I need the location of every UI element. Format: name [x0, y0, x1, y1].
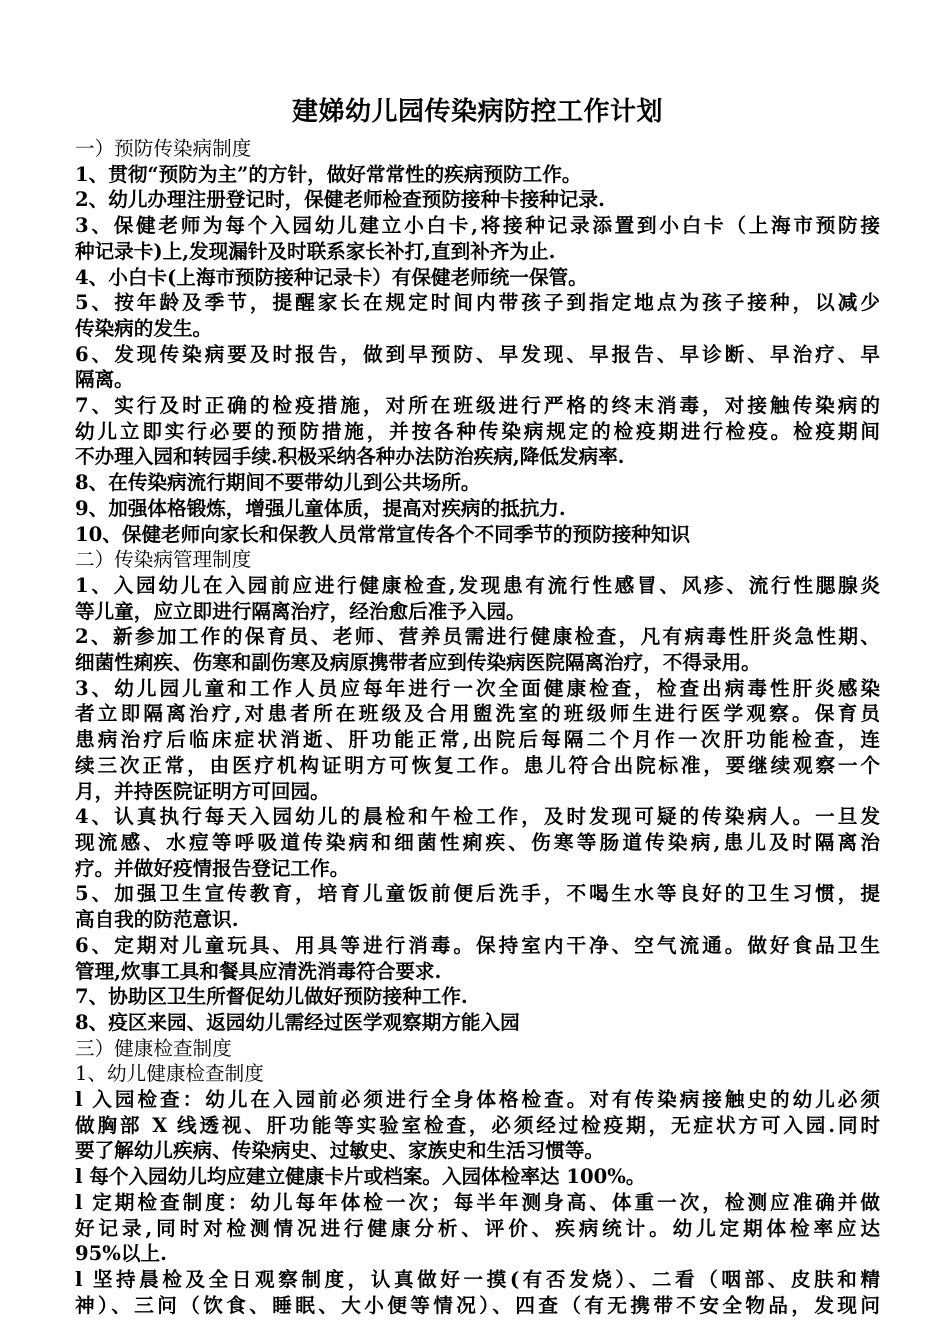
text-line: l 坚持晨检及全日观察制度，认真做好一摸(有否发烧）、二看（咽部、皮肤和精 — [75, 1267, 880, 1291]
document-page — [75, 92, 880, 1318]
text-line: 高自我的防范意识. — [75, 908, 239, 932]
text-line: l 定期检查制度：幼儿每年体检一次；每半年测身高、体重一次，检测应准确并做 — [75, 1190, 880, 1214]
text-line: 月，并持医院证明方可回园。 — [75, 779, 330, 803]
text-line: 神）、三问（饮食、睡眠、大小便等情况）、四查（有无携带不安全物品，发现问 — [75, 1293, 880, 1317]
text-line: 管理,炊事工具和餐具应清洗消毒符合要求. — [75, 959, 442, 983]
text-line: 现流感、水痘等呼吸道传染病和细菌性痢疾、伤寒等肠道传染病,患儿及时隔离治 — [75, 830, 880, 854]
text-line: 5、加强卫生宣传教育，培育儿童饭前便后洗手，不喝生水等良好的卫生习惯，提 — [75, 882, 880, 906]
text-line: 7、实行及时正确的检疫措施，对所在班级进行严格的终末消毒，对接触传染病的 — [75, 394, 880, 418]
text-line: 隔离。 — [75, 368, 134, 392]
text-line: 传染病的发生。 — [75, 316, 213, 340]
text-line: 续三次正常，由医疗机构证明方可恢复工作。患儿符合出院标准，要继续观察一个 — [75, 753, 880, 777]
text-line: 9、加强体格锻炼，增强儿童体质，提高对疾病的抵抗力. — [75, 496, 566, 520]
document-body — [75, 136, 880, 1318]
text-line: 7、协助区卫生所督促幼儿做好预防接种工作. — [75, 985, 468, 1009]
text-line: 10、保健老师向家长和保教人员常常宣传各个不同季节的预防接种知识 — [75, 522, 691, 546]
text-line: 好记录,同时对检测情况进行健康分析、评价、疾病统计。幼儿定期体检率应达 — [75, 1216, 880, 1240]
text-line: 2、幼儿办理注册登记时，保健老师检查预防接种卡接种记录. — [75, 188, 605, 212]
text-line: l 入园检查：幼儿在入园前必须进行全身体格检查。对有传染病接触史的幼儿必须 — [75, 1088, 880, 1112]
text-line: 5、按年龄及季节，提醒家长在规定时间内带孩子到指定地点为孩子接种，以减少 — [75, 291, 880, 315]
text-line: 8、在传染病流行期间不要带幼儿到公共场所。 — [75, 471, 481, 495]
document-title: 建娣幼儿园传染病防控工作计划 — [291, 97, 663, 127]
text-line: 疗。并做好疫情报告登记工作。 — [75, 856, 350, 880]
text-line: 6、定期对儿童玩具、用具等进行消毒。保持室内干净、空气流通。做好食品卫生 — [75, 933, 880, 957]
text-line: 等儿童，应立即进行隔离治疗，经治愈后准予入园。 — [75, 599, 526, 623]
text-line: 幼儿立即实行必要的预防措施，并按各种传染病规定的检疫期进行检疫。检疫期间 — [75, 419, 880, 443]
text-line: 4、小白卡(上海市预防接种记录卡）有保健老师统一保管。 — [75, 265, 588, 289]
text-line: 做胸部 X 线透视、肝功能等实验室检查，必须经过检疫期，无症状方可入园.同时 — [75, 1113, 880, 1137]
text-line: 95%以上. — [75, 1242, 167, 1266]
text-line: 要了解幼儿疾病、传染病史、过敏史、家族史和生活习惯等。 — [75, 1139, 605, 1163]
text-line: 者立即隔离治疗,对患者所在班级及合用盥洗室的班级师生进行医学观察。保育员 — [75, 702, 880, 726]
text-line: 一）预防传染病制度 — [75, 137, 252, 160]
text-line: 3、幼儿园儿童和工作人员应每年进行一次全面健康检查，检查出病毒性肝炎感染 — [75, 676, 880, 700]
text-line: 1、入园幼儿在入园前应进行健康检查,发现患有流行性感冒、风疹、流行性腮腺炎 — [75, 573, 880, 597]
text-line: 种记录卡)上,发现漏针及时联系家长补打,直到补齐为止. — [75, 239, 556, 263]
text-line: l 每个入园幼儿均应建立健康卡片或档案。入园体检率达 100%。 — [75, 1165, 646, 1189]
text-line: 1、幼儿健康检查制度 — [75, 1062, 264, 1086]
text-line: 三）健康检查制度 — [75, 1036, 232, 1060]
text-line: 不办理入园和转园手续.积极采纳各种办法防治疾病,降低发病率. — [75, 445, 625, 469]
text-line: 6、发现传染病要及时报告，做到早预防、早发现、早报告、早诊断、早治疗、早 — [75, 342, 880, 366]
text-line: 4、认真执行每天入园幼儿的晨检和午检工作，及时发现可疑的传染病人。一旦发 — [75, 805, 880, 829]
text-line: 细菌性痢疾、伤寒和副伤寒及病原携带者应到传染病医院隔离治疗，不得录用。 — [75, 651, 761, 675]
text-line: 2、新参加工作的保育员、老师、营养员需进行健康检查，凡有病毒性肝炎急性期、 — [75, 625, 880, 649]
text-line: 3、保健老师为每个入园幼儿建立小白卡,将接种记录添置到小白卡（上海市预防接 — [75, 214, 880, 238]
text-line: 8、疫区来园、返园幼儿需经过医学观察期方能入园 — [75, 1010, 520, 1034]
text-line: 患病治疗后临床症状消逝、肝功能正常,出院后每隔二个月作一次肝功能检查，连 — [75, 728, 880, 752]
text-line: 二）传染病管理制度 — [75, 548, 252, 572]
text-line: 1、贯彻“预防为主”的方针，做好常常性的疾病预防工作。 — [75, 162, 582, 186]
